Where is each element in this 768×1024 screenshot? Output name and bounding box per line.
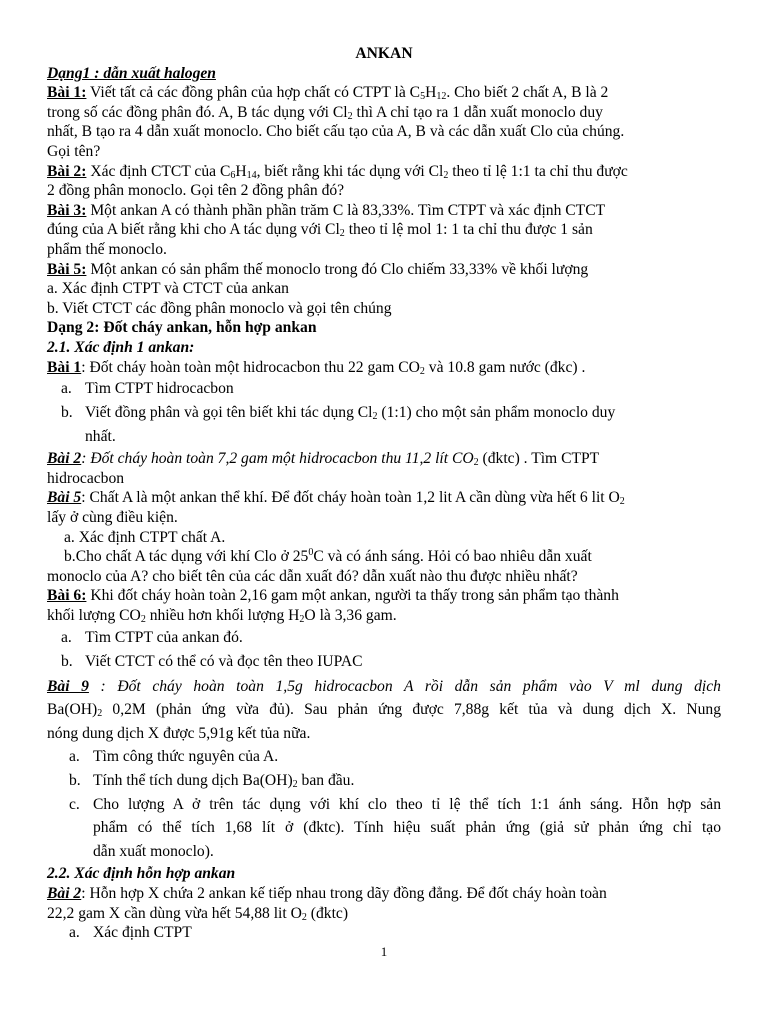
exercise-2-mixture: Bài 2: Hỗn hợp X chứa 2 ankan kế tiếp nhau trong dãy đồng đẳng. Để đốt cháy hoàn toàn 22,2 gam X cần dùng vừa hết 54,88 lit $O_2$ (đktc) a. Xác định CTPT: [47, 884, 607, 942]
exercise-label: Bài 2: [47, 884, 82, 902]
exercise-5-halogen: Bài 5: Một ankan có sản phẩm thế monoclo trong đó Clo chiếm 33,33% về khối lượng a. Xác định CTPT và CTCT của ankan b. Viết CTCT các đồng phân monoclo và gọi tên chúng: [47, 260, 589, 317]
exercise-label: Bài 5: [47, 489, 82, 507]
section-heading-halogen: Dạng1 : dẫn xuất halogen: [47, 64, 216, 82]
exercise-9-combustion: Bài 9 : Đốt cháy hoàn toàn 1,5g hidrocacbon A rồi dẫn sản phẩm vào V ml dung dịch $Ba(OH)_2$ 0,2M (phản ứng vừa đủ). Sau phản ứng được 7,88g kết tủa và dung dịch X. Nung nóng dung dịch X được 5,91g kết tủa nữa. a. Tìm công thức nguyên của A. b. Tính thể tích dung dịch $Ba(OH)_2$ ban đầu. c. Cho lượng A ở trên tác dụng với khí clo theo tỉ lệ thể tích 1:1 ánh sáng. Hỗn hợp sản phẩm có thể tích 1,68 lít ở (đktc). Tính hiệu suất phản ứng (giả sử phản ứng chỉ tạo dẫn xuất monoclo).: [47, 677, 721, 860]
exercise-label: Bài 1:: [47, 84, 87, 102]
exercise-6-combustion: Bài 6: Khi đốt cháy hoàn toàn 2,16 gam một ankan, người ta thấy trong sản phẩm tạo thành khối lượng $CO_2$ nhiều hơn khối lượng $H_2O$ là 3,36 gam. a. Tìm CTPT của ankan đó. b. Viết CTCT có thể có và đọc tên theo IUPAC: [47, 587, 619, 670]
document-title: ANKAN: [355, 45, 413, 62]
document-page: [47, 44, 721, 943]
exercise-label: Bài 9: [47, 677, 89, 695]
exercise-2-halogen: Bài 2: Xác định CTCT của $C_6H_{14}$, biết rằng khi tác dụng với $Cl_2$ theo tỉ lệ 1:1 ta chỉ thu được 2 đồng phân monoclo. Gọi tên 2 đồng phân đó?: [47, 162, 628, 200]
exercise-label: Bài 6:: [47, 587, 87, 605]
exercise-label: Bài 1: [47, 358, 82, 376]
subsection-heading-single-alkane: 2.1. Xác định 1 ankan:: [47, 338, 195, 356]
exercise-5-combustion: Bài 5: Chất A là một ankan thể khí. Để đốt cháy hoàn toàn 1,2 lit A cần dùng vừa hết 6 lit $O_2$ lấy ở cùng điều kiện. a. Xác định CTPT chất A. b.Cho chất A tác dụng với khí Clo ở $25^0C$ và có ánh sáng. Hỏi có bao nhiêu dẫn xuất monoclo của A? cho biết tên của các dẫn xuất đó? dẫn xuất nào thu được nhiều nhất?: [47, 489, 625, 585]
exercise-label: Bài 5:: [47, 260, 87, 278]
section-heading-combustion: Dạng 2: Đốt cháy ankan, hỗn hợp ankan: [47, 319, 317, 337]
exercise-1-halogen: Bài 1: Viết tất cả các đồng phân của hợp chất có CTPT là $C_5H_{12}$. Cho biết 2 chất A, B là 2 trong số các đồng phân đó. A, B tác dụng với $Cl_2$ thì A chỉ tạo ra 1 dẫn xuất monoclo duy nhất, B tạo ra 4 dẫn xuất monoclo. Cho biết cấu tạo của A, B và các dẫn xuất Clo của chúng. Gọi tên?: [47, 84, 625, 160]
exercise-label: Bài 2:: [47, 162, 87, 180]
exercise-label: Bài 3:: [47, 201, 87, 219]
subsection-heading-mixture: 2.2. Xác định hỗn hợp ankan: [47, 865, 236, 883]
page-number: 1: [380, 944, 388, 959]
exercise-label: Bài 2: [47, 450, 82, 468]
exercise-2-combustion: Bài 2: Đốt cháy hoàn toàn 7,2 gam một hidrocacbon thu 11,2 lít $CO_2$ (đktc) . Tìm CTPT hidrocacbon: [47, 450, 600, 487]
exercise-1-combustion: Bài 1: Đốt cháy hoàn toàn một hidrocacbon thu 22 gam $CO_2$ và 10.8 gam nước (đkc) . a. Tìm CTPT hidrocacbon b. Viết đồng phân và gọi tên biết khi tác dụng $Cl_2$ (1:1) cho một sản phẩm monoclo duy nhất.: [47, 358, 616, 445]
exercise-3-halogen: Bài 3: Một ankan A có thành phần phần trăm C là 83,33%. Tìm CTPT và xác định CTCT đúng của A biết rằng khi cho A tác dụng với $Cl_2$ theo tỉ lệ mol 1: 1 ta chỉ thu được 1 sản phẩm thế monoclo.: [47, 201, 606, 258]
